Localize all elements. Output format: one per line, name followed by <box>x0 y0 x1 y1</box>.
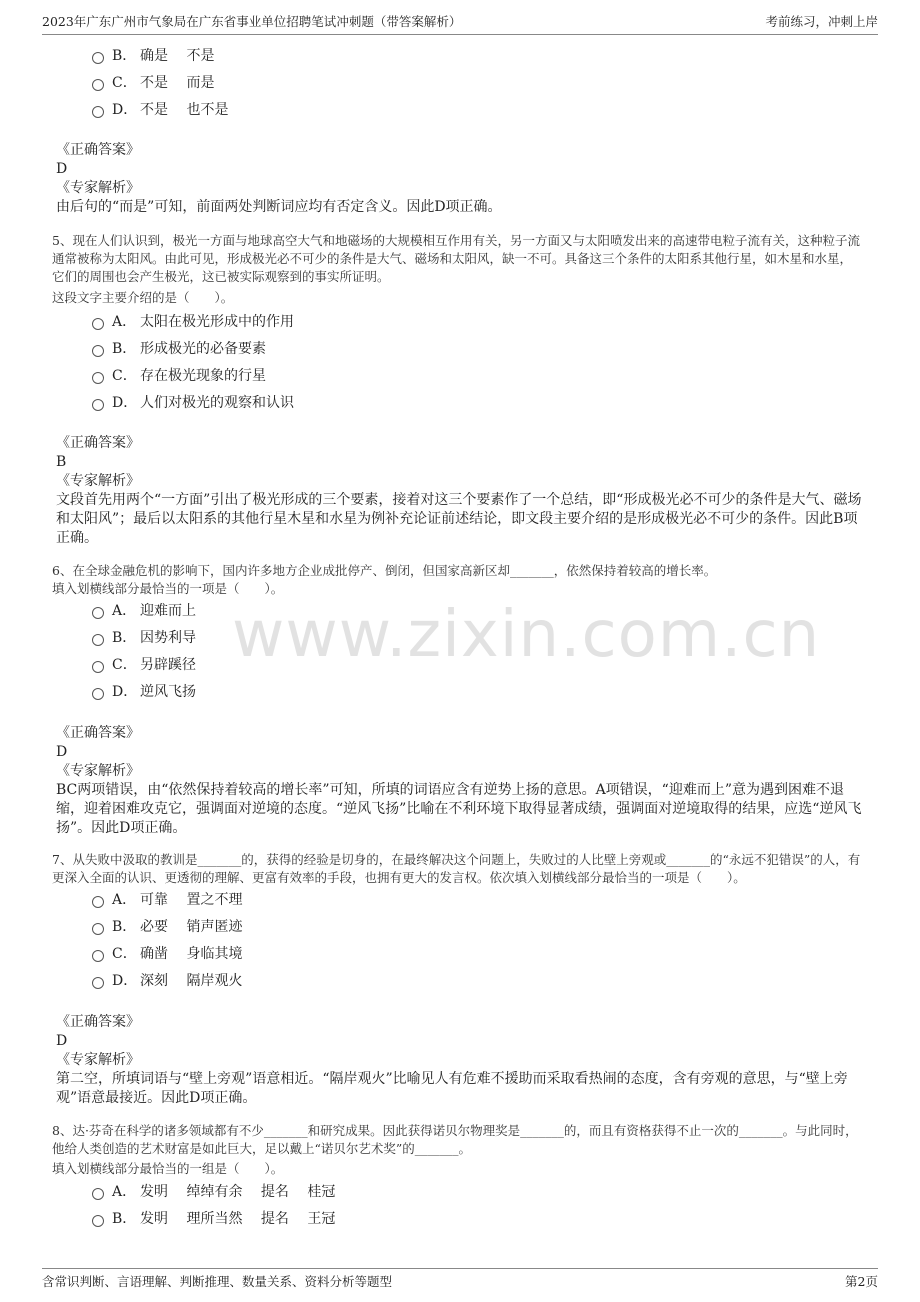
answer-label: 《正确答案》 <box>56 435 140 451</box>
radio-button-icon[interactable] <box>92 52 104 64</box>
radio-button-icon[interactable] <box>92 79 104 91</box>
radio-button-icon[interactable] <box>92 688 104 700</box>
q8-stem: 8、达·芬奇在科学的诸多领域都有不少_______和研究成果。因此获得诺贝尔物理奖是_______的，而且有资格获得不止一次的_______。与此同时，他给人类创造的艺术财富是如此巨大，足以戴上“诺贝尔艺术奖”的_______。 <box>52 1123 858 1156</box>
page-header <box>42 8 878 35</box>
answer-label: 《正确答案》 <box>56 142 140 158</box>
footer-categories: 含常识判断、言语理解、判断推理、数量关系、资料分析等题型 <box>42 1274 393 1289</box>
q7-option-c[interactable]: C． 确凿 身临其境 <box>92 944 242 964</box>
q8-option-a[interactable]: A． 发明 绰绰有余 提名 桂冠 <box>92 1182 335 1202</box>
radio-button-icon[interactable] <box>92 634 104 646</box>
q4-analysis: 由后句的“而是”可知，前面两处判断词应均有否定含义。因此D项正确。 <box>56 199 502 215</box>
radio-button-icon[interactable] <box>92 106 104 118</box>
q7-option-a[interactable]: A． 可靠 置之不理 <box>92 890 242 910</box>
q6-prompt: 填入划横线部分最恰当的一项是（ ）。 <box>52 581 284 596</box>
q7-option-d[interactable]: D． 深刻 隔岸观火 <box>92 971 242 991</box>
watermark: www.zixin.com.cn <box>232 598 821 672</box>
radio-button-icon[interactable] <box>92 896 104 908</box>
answer-label: 《正确答案》 <box>56 725 140 741</box>
q5-prompt: 这段文字主要介绍的是（ ）。 <box>52 290 234 305</box>
radio-button-icon[interactable] <box>92 372 104 384</box>
page-number: 第2页 <box>845 1274 878 1289</box>
q7-option-b[interactable]: B． 必要 销声匿迹 <box>92 917 242 937</box>
page-footer <box>42 1268 878 1293</box>
q6-answer: D <box>56 744 68 760</box>
answer-label: 《正确答案》 <box>56 1014 140 1030</box>
header-slogan: 考前练习，冲刺上岸 <box>765 14 878 29</box>
analysis-label: 《专家解析》 <box>56 763 140 779</box>
q6-option-c[interactable]: C． 另辟蹊径 <box>92 655 196 675</box>
q5-analysis: 文段首先用两个“一方面”引出了极光形成的三个要素，接着对这三个要素作了一个总结，即“形成极光必不可少的条件是大气、磁场和太阳风”；最后以太阳系的其他行星木星和水星为例补充论证前述结论，即文段主要介绍的是形成极光必不可少的条件。因此B项正确。 <box>56 492 862 546</box>
radio-button-icon[interactable] <box>92 1188 104 1200</box>
q5-option-a[interactable]: A． 太阳在极光形成中的作用 <box>92 312 294 332</box>
radio-button-icon[interactable] <box>92 345 104 357</box>
q6-analysis: BC两项错误，由“依然保持着较高的增长率”可知，所填的词语应含有逆势上扬的意思。A项错误，“迎难而上”意为遇到困难不退缩，迎着困难攻克它，强调面对逆境的态度。“逆风飞扬”比喻在不利环境下取得显著成绩，强调面对逆境取得的结果，应选“逆风飞扬”。因此D项正确。 <box>56 782 862 836</box>
radio-button-icon[interactable] <box>92 661 104 673</box>
q7-stem: 7、从失败中汲取的教训是_______的，获得的经验是切身的，在最终解决这个问题上，失败过的人比壁上旁观或_______的“永远不犯错误”的人，有更深入全面的认识、更透彻的理解、更富有效率的手段，也拥有更大的发言权。依次填入划横线部分最恰当的一项是（ ）。 <box>52 852 861 885</box>
q5-stem: 5、现在人们认识到，极光一方面与地球高空大气和地磁场的大规模相互作用有关，另一方面又与太阳喷发出来的高速带电粒子流有关，这种粒子流通常被称为太阳风。由此可见，形成极光必不可少的条件是大气、磁场和太阳风，缺一不可。具备这三个条件的太阳系其他行星，如木星和水星，它们的周围也会产生极光，这已被实际观察到的事实所证明。 <box>52 233 860 284</box>
q4-answer: D <box>56 161 68 177</box>
q8-prompt: 填入划横线部分最恰当的一组是（ ）。 <box>52 1161 284 1176</box>
analysis-label: 《专家解析》 <box>56 473 140 489</box>
radio-button-icon[interactable] <box>92 318 104 330</box>
radio-button-icon[interactable] <box>92 923 104 935</box>
q5-option-b[interactable]: B． 形成极光的必备要素 <box>92 339 266 359</box>
radio-button-icon[interactable] <box>92 950 104 962</box>
document-title: 2023年广东广州市气象局在广东省事业单位招聘笔试冲刺题（带答案解析） <box>42 14 462 29</box>
radio-button-icon[interactable] <box>92 399 104 411</box>
q6-option-a[interactable]: A． 迎难而上 <box>92 601 196 621</box>
q4-option-b[interactable]: B． 确是 不是 <box>92 46 214 66</box>
q7-answer: D <box>56 1033 68 1049</box>
q5-option-c[interactable]: C． 存在极光现象的行星 <box>92 366 266 386</box>
radio-button-icon[interactable] <box>92 607 104 619</box>
radio-button-icon[interactable] <box>92 1215 104 1227</box>
q6-stem: 6、在全球金融危机的影响下，国内许多地方企业成批停产、倒闭，但国家高新区却_______，依然保持着较高的增长率。 <box>52 563 717 578</box>
analysis-label: 《专家解析》 <box>56 180 140 196</box>
q5-option-d[interactable]: D． 人们对极光的观察和认识 <box>92 393 294 413</box>
q5-answer: B <box>56 454 67 470</box>
q6-option-d[interactable]: D． 逆风飞扬 <box>92 682 196 702</box>
radio-button-icon[interactable] <box>92 977 104 989</box>
q6-option-b[interactable]: B． 因势利导 <box>92 628 196 648</box>
analysis-label: 《专家解析》 <box>56 1052 140 1068</box>
q8-option-b[interactable]: B． 发明 理所当然 提名 王冠 <box>92 1209 335 1229</box>
q7-analysis: 第二空，所填词语与“壁上旁观”语意相近。“隔岸观火”比喻见人有危难不援助而采取看热闹的态度，含有旁观的意思，与“壁上旁观”语意最接近。因此D项正确。 <box>56 1071 848 1106</box>
q4-option-d[interactable]: D． 不是 也不是 <box>92 100 228 120</box>
q4-option-c[interactable]: C． 不是 而是 <box>92 73 214 93</box>
